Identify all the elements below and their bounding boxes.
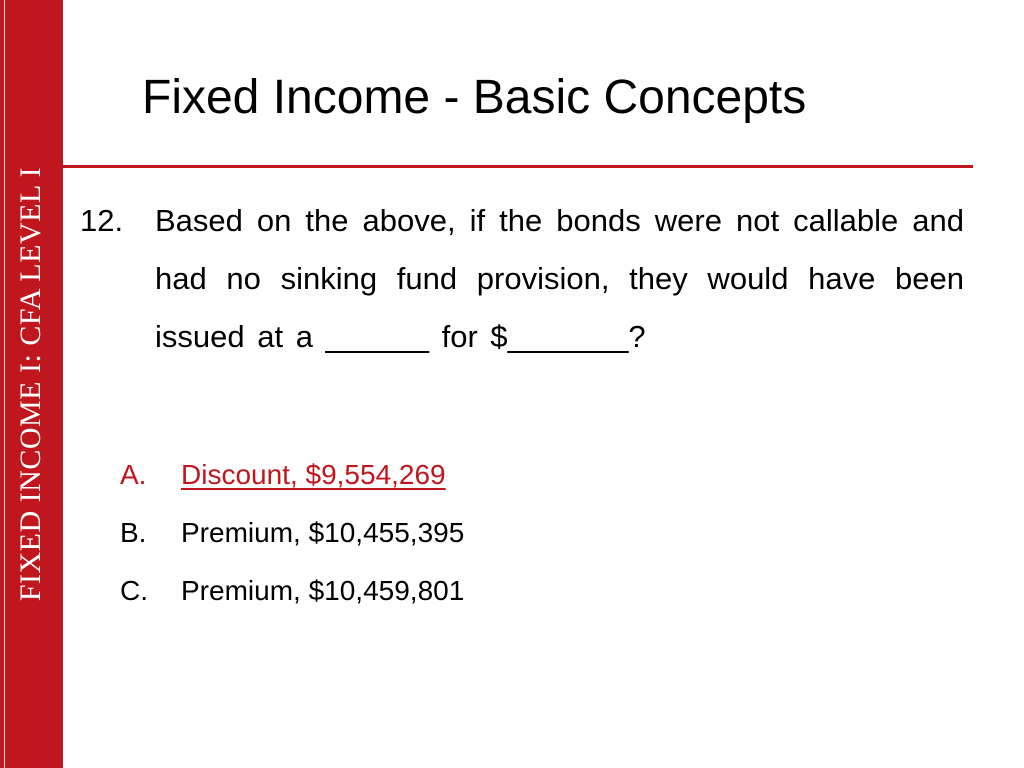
- sidebar-rule: [4, 0, 5, 768]
- option-text: Discount, $9,554,269: [181, 459, 446, 490]
- slide-title: Fixed Income - Basic Concepts: [142, 71, 807, 124]
- sidebar-band: [0, 0, 63, 768]
- option-text: Premium, $10,459,801: [181, 575, 465, 606]
- question-number: 12.: [80, 203, 124, 238]
- title-divider: [63, 165, 973, 168]
- option-a[interactable]: [120, 446, 464, 504]
- option-text: Premium, $10,455,395: [181, 517, 465, 548]
- sidebar-label: FIXED INCOME I: CFA LEVEL I: [14, 166, 47, 602]
- option-letter: B.: [120, 517, 147, 548]
- question-block: [80, 192, 964, 366]
- option-b[interactable]: [120, 504, 464, 562]
- question-text: Based on the above, if the bonds were not callable and had no sinking fund provision, they would have been issued at a ______ for $_______?: [155, 203, 964, 354]
- answer-options: [120, 446, 464, 620]
- option-letter: C.: [120, 575, 148, 606]
- option-c[interactable]: [120, 562, 464, 620]
- option-letter: A.: [120, 459, 147, 490]
